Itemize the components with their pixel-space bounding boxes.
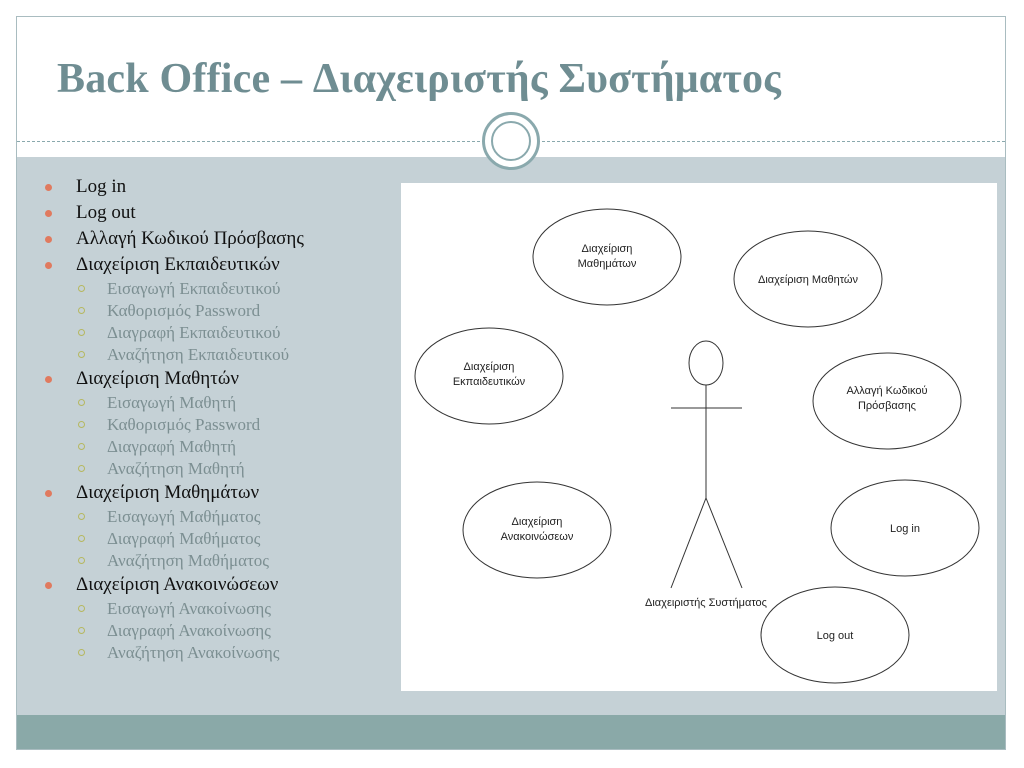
list-item-logout: Log out — [45, 200, 304, 226]
sub-item: Αναζήτηση Εκπαιδευτικού — [45, 344, 304, 366]
sub-item: Εισαγωγή Μαθητή — [45, 392, 304, 414]
sub-item: Καθορισμός Password — [45, 414, 304, 436]
use-case-teachers-label: Εκπαιδευτικών — [452, 376, 526, 388]
use-case-courses-ellipse — [533, 209, 681, 305]
use-case-announcements-label: Ανακοινώσεων — [500, 531, 574, 543]
sub-item: Αναζήτηση Μαθήματος — [45, 550, 304, 572]
use-case-announcements-label: Διαχείριση — [511, 516, 563, 528]
use-case-change-password-label: Πρόσβασης — [857, 400, 917, 412]
use-case-change-password-label: Αλλαγή Κωδικού — [846, 385, 928, 397]
use-case-logout-label: Log out — [816, 630, 854, 642]
use-case-courses-label: Διαχείριση — [581, 243, 633, 255]
list-item-login: Log in — [45, 174, 304, 200]
sub-item: Διαγραφή Μαθητή — [45, 436, 304, 458]
use-case-students-label: Διαχείριση Μαθητών — [758, 274, 858, 286]
actor-label: Διαχειριστής Συστήματος — [645, 597, 767, 609]
list-item-change-password: Αλλαγή Κωδικού Πρόσβασης — [45, 226, 304, 252]
use-case-diagram-svg — [401, 183, 997, 691]
list-item-courses: Διαχείριση Μαθημάτων — [45, 480, 304, 506]
footer-bar — [17, 715, 1005, 749]
sub-item: Διαγραφή Ανακοίνωσης — [45, 620, 304, 642]
sub-item: Εισαγωγή Μαθήματος — [45, 506, 304, 528]
use-case-diagram — [401, 183, 997, 691]
sub-item: Διαγραφή Μαθήματος — [45, 528, 304, 550]
use-case-courses-label: Μαθημάτων — [577, 258, 637, 270]
page-title: Back Office – Διαχειριστής Συστήματος — [57, 56, 782, 102]
list-item-students: Διαχείριση Μαθητών — [45, 366, 304, 392]
sub-item: Αναζήτηση Ανακοίνωσης — [45, 642, 304, 664]
sub-item: Εισαγωγή Εκπαιδευτικού — [45, 278, 304, 300]
sub-item: Καθορισμός Password — [45, 300, 304, 322]
list-item-teachers: Διαχείριση Εκπαιδευτικών — [45, 252, 304, 278]
list-item-announcements: Διαχείριση Ανακοινώσεων — [45, 572, 304, 598]
circle-ornament-icon — [482, 112, 540, 170]
slide — [16, 16, 1006, 750]
use-case-login-label: Log in — [890, 523, 920, 535]
use-case-teachers-label: Διαχείριση — [463, 361, 515, 373]
feature-list — [45, 174, 304, 664]
sub-item: Διαγραφή Εκπαιδευτικού — [45, 322, 304, 344]
sub-item: Αναζήτηση Μαθητή — [45, 458, 304, 480]
sub-item: Εισαγωγή Ανακοίνωσης — [45, 598, 304, 620]
actor-stick-figure-icon — [671, 341, 742, 588]
use-case-announcements-ellipse — [463, 482, 611, 578]
